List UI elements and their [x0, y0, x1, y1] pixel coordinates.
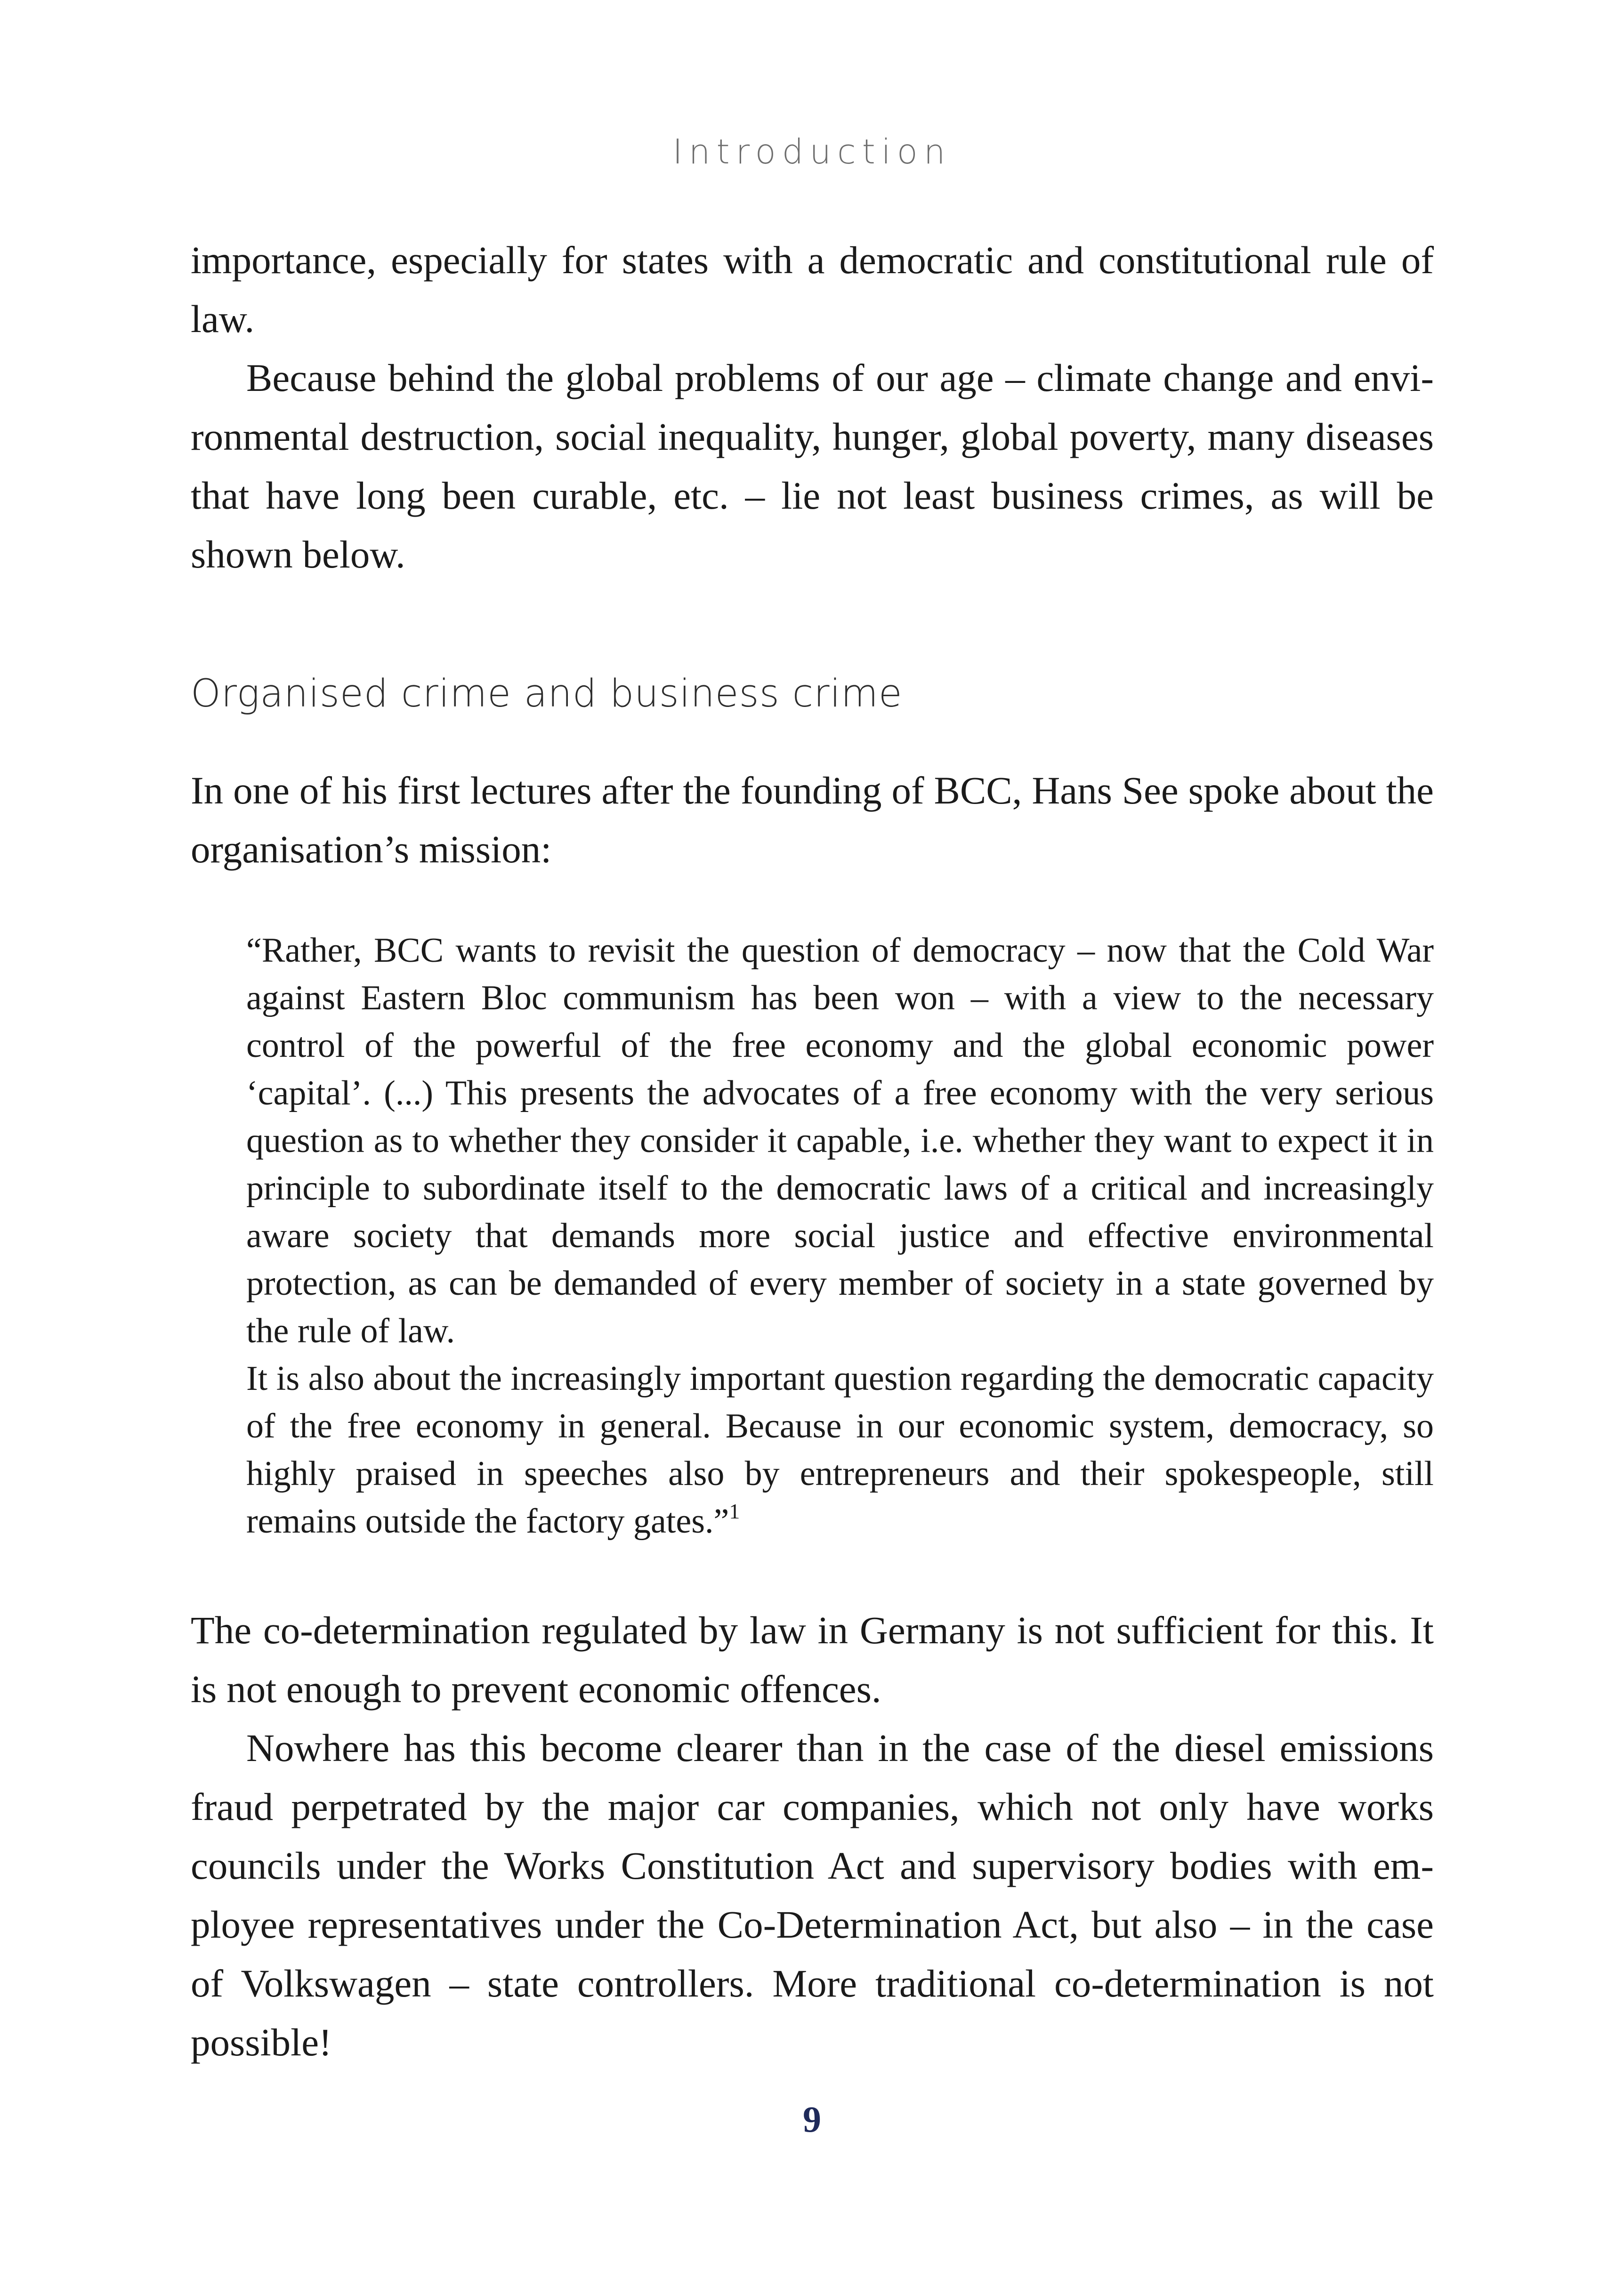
block-quote	[246, 927, 1434, 1545]
page-content	[191, 231, 1434, 2072]
body-paragraph: Because behind the global problems of our age – climate change and environmental destruction, social inequality, hunger, global poverty, many diseases that have long been curable, etc. – lie not least business crimes, as will be shown below.	[191, 356, 1434, 576]
quote-paragraph: “Rather, BCC wants to revisit the question of democracy – now that the Cold War against Eastern Bloc communism has been won – with a view to the necessary control of the powerful of the free economy and the global economic power ‘capital’. (...) This presents the advocates of a free economy with the very serious question as to whether they consider it capable, i.e. whether they want to expect it in principle to subordinate itself to the democratic laws of a critical and increasingly aware society that demands more social justice and effective environmental protection, as can be demanded of every member of society in a state governed by the rule of law.	[246, 931, 1434, 1350]
section-intro-paragraph: In one of his first lectures after the founding of BCC, Hans See spoke about the organisation’s mission:	[191, 769, 1434, 871]
section-heading: Organised crime and business crime	[191, 672, 903, 716]
running-header: Introduction	[672, 132, 952, 171]
page-number: 9	[803, 2099, 821, 2140]
quote-paragraph-text: It is also about the increasingly important question regarding the democratic capacity of the free economy in general. Because in our economic system, democracy, so highly praised in speeches also by entrepreneurs and their spokespeople, still remains outside the factory gates.”	[246, 1359, 1434, 1541]
body-paragraph: The co-determination regulated by law in Germany is not sufficient for this. It is not enough to prevent economic offences.	[191, 1608, 1434, 1711]
quote-paragraph-last	[246, 1355, 1434, 1545]
body-paragraph: importance, especially for states with a democratic and constitutional rule of law.	[191, 238, 1434, 341]
footnote-reference[interactable]: 1	[729, 1499, 740, 1523]
body-paragraph: Nowhere has this become clearer than in the case of the diesel emissions fraud perpetrated by the major car companies, which not only have works councils under the Works Constitution Act and supervisory bodies with employee representatives under the Co-Determination Act, but also – in the case of Volkswagen – state controllers. More traditional co-determination is not possible!	[191, 1726, 1434, 2064]
